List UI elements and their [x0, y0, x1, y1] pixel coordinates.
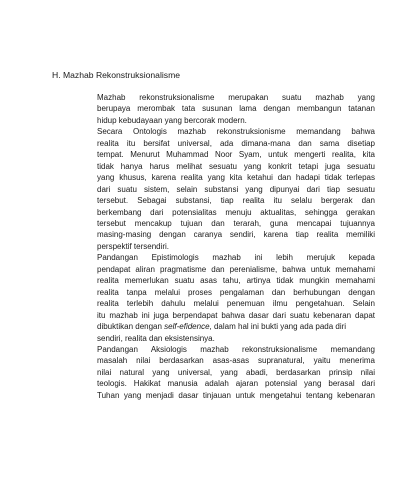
text-line: masalah nilai berdasarkan asas-asas supranatural, yaitu menerima [97, 356, 375, 366]
text-line: perspektif tersendiri. [97, 241, 170, 251]
text-line: Tuhan yang menjadi dasar tinjauan untuk mengetahui tentang kebenaran [97, 390, 375, 400]
text-line: Pandangan Epistimologis mazhab ini lebih merujuk kepada [97, 253, 375, 263]
paragraph-axiology [52, 344, 375, 401]
text-line: sendiri, realita dan eksistensinya. [97, 333, 215, 343]
text-line: Secara Ontologis mazhab rekonstruksionisme memandang bahwa [97, 127, 375, 137]
text-line: hidup kebudayaan yang bercorak modern. [97, 115, 247, 125]
text-line: realita terlebih dahulu melalui penemuan ilmu pengetahuan. Selain [97, 299, 375, 309]
paragraph-epistemology [52, 252, 375, 344]
text-run: , dalam hal ini bukti yang ada pada diri [209, 322, 347, 332]
italic-term: self-efidence [164, 322, 210, 332]
text-line: itu mazhab ini juga berpendapat bahwa dasar dari suatu kebenaran dapat [97, 310, 375, 320]
text-line: realita itu bersifat universal, ada dimana-mana dan sama disetiap [97, 138, 375, 148]
text-line: tidak hanya harus melihat sesuatu yang konkrit tetapi juga sesuatu [97, 161, 375, 171]
document-body [52, 92, 375, 401]
text-line: realita tanpa melalui proses pengalaman dan berhubungan dengan [97, 287, 375, 297]
text-line: dari suatu sistem, selain substansi yang dipunyai dari tiap sesuatu [97, 184, 375, 194]
text-line: Mazhab rekonstruksionalisme merupakan suatu mazhab yang [97, 93, 375, 102]
text-line: tersebut. Sebagai substansi, tiap realita itu selalu bergerak dan [97, 196, 375, 206]
text-line: nilai natural yang universal, yang abadi, berdasarkan prinsip nilai [97, 367, 375, 377]
text-line: tersebut mencakup tujuan dan terarah, guna mencapai tujuannya [97, 218, 375, 228]
section-heading: H. Mazhab Rekonstruksionalisme [52, 70, 181, 80]
text-run: dibuktikan dengan [97, 322, 165, 332]
text-line [52, 321, 375, 332]
text-line: berkembang dari potensialitas menuju aktualitas, sehingga gerakan [97, 207, 375, 217]
text-line: realita memerlukan suatu asas tahu, artinya tidak mungkin memahami [97, 276, 375, 286]
text-line: masing-masing dengan caranya sendiri, karena tiap realita memiliki [97, 230, 375, 240]
text-line: yang khusus, karena realita yang kita ketahui dan hadapi tidak terlepas [97, 173, 375, 183]
paragraph-ontology [52, 126, 375, 252]
text-line: Pandangan Aksiologis mazhab rekonstruksionalisme memandang [97, 344, 375, 354]
paragraph-intro [52, 92, 375, 126]
text-line: teologis. Hakikat manusia adalah ajaran potensial yang berasal dari [97, 379, 375, 389]
text-line: pendapat aliran pragmatisme dan perenialisme, bahwa untuk memahami [97, 264, 375, 274]
text-line: tempat. Menurut Muhammad Noor Syam, untuk mengerti realita, kita [97, 150, 375, 160]
text-line: berupaya merombak tata susunan lama dengan membangun tatanan [97, 104, 375, 114]
